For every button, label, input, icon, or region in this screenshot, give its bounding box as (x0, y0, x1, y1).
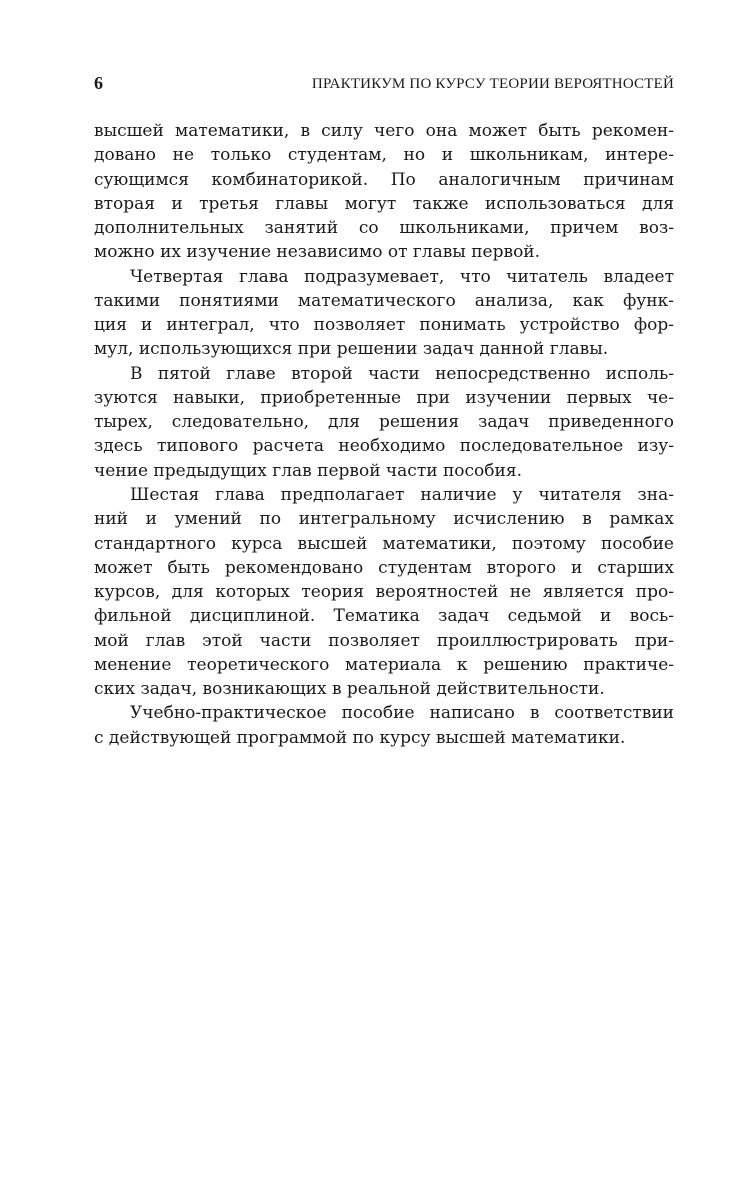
paragraph-2 (94, 265, 674, 362)
text-line: чение предыдущих глав первой части пособия. (94, 460, 522, 481)
text-line: курсов, для которых теория вероятностей не является про- (94, 582, 674, 603)
text-line: может быть рекомендовано студентам второго и старших (94, 557, 674, 578)
text-line: можно их изучение независимо от главы первой. (94, 242, 541, 263)
text-line: зуются навыки, приобретенные при изучении первых че- (94, 387, 674, 408)
text-line: В пятой главе второй части непосредственно исполь- (130, 363, 674, 384)
text-line: здесь типового расчета необходимо последовательное изу- (94, 436, 674, 457)
page-header (94, 72, 674, 96)
paragraph-5 (94, 701, 674, 750)
text-line: такими понятиями математического анализа, как функ- (94, 290, 674, 311)
text-line: высшей математики, в силу чего она может быть рекомен- (94, 121, 674, 141)
text-line: фильной дисциплиной. Тематика задач седьмой и вось- (94, 606, 674, 627)
text-line: менение теоретического материала к решению практиче- (94, 654, 674, 675)
text-line: ских задач, возникающих в реальной действительности. (94, 679, 605, 700)
text-line: с действующей программой по курсу высшей математики. (94, 727, 626, 748)
page-number: 6 (94, 73, 103, 93)
text-line: Четвертая глава подразумевает, что читатель владеет (130, 266, 674, 287)
text-line: довано не только студентам, но и школьникам, интере- (94, 145, 674, 166)
text-line: Учебно-практическое пособие написано в соответствии (130, 703, 674, 724)
text-line: вторая и третья главы могут также использоваться для (94, 193, 674, 214)
text-line: сующимся комбинаторикой. По аналогичным причинам (94, 169, 674, 190)
text-line: тырех, следовательно, для решения задач приведенного (94, 412, 674, 433)
text-line: мой глав этой части позволяет проиллюстрировать при- (94, 630, 674, 651)
paragraph-1 (94, 119, 674, 265)
body-text (94, 119, 674, 750)
text-line: Шестая глава предполагает наличие у читателя зна- (130, 484, 674, 505)
text-line: ний и умений по интегральному исчислению в рамках (94, 509, 674, 530)
text-line: ция и интеграл, что позволяет понимать устройство фор- (94, 315, 674, 336)
running-title: ПРАКТИКУМ ПО КУРСУ ТЕОРИИ ВЕРОЯТНОСТЕЙ (311, 76, 674, 92)
text-line: мул, использующихся при решении задач данной главы. (94, 339, 609, 360)
paragraph-4 (94, 483, 674, 701)
paragraph-3 (94, 362, 674, 483)
text-line: дополнительных занятий со школьниками, причем воз- (94, 218, 674, 239)
text-line: стандартного курса высшей математики, поэтому пособие (94, 533, 674, 554)
